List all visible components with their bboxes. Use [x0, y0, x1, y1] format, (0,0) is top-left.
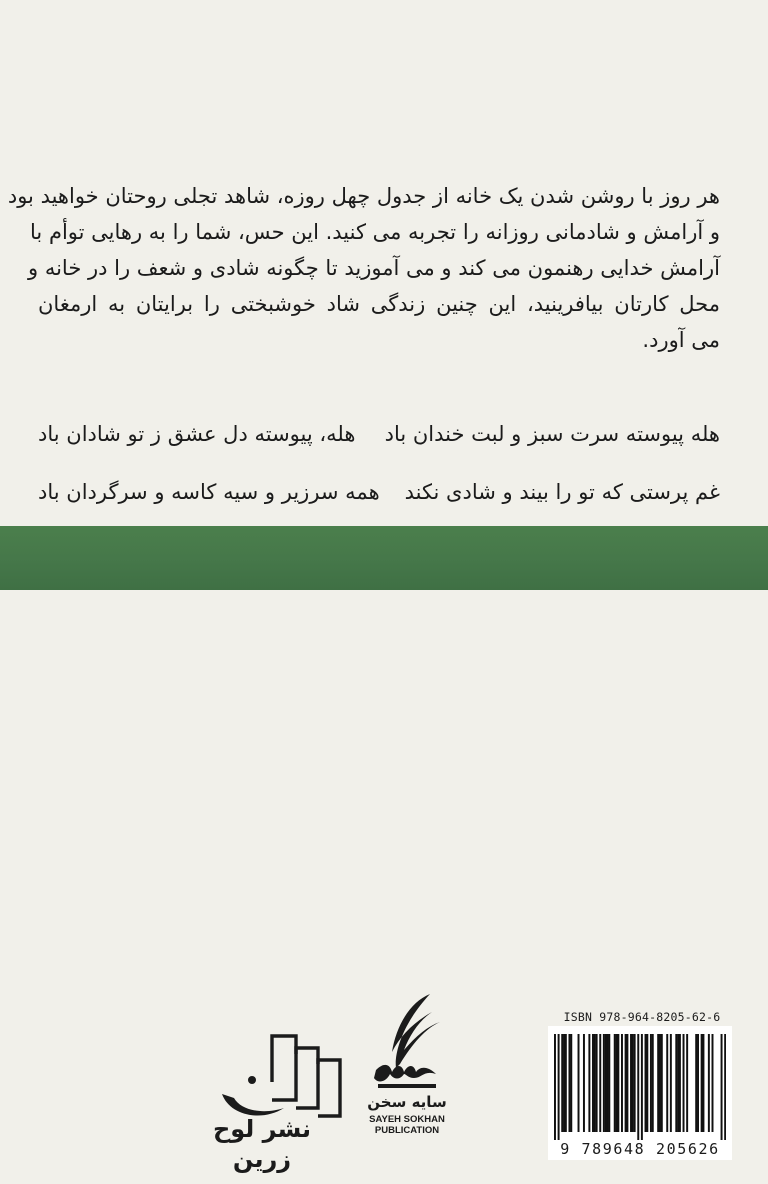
barcode-bar	[659, 1034, 661, 1132]
barcode-bar	[596, 1034, 598, 1132]
barcode-bar	[630, 1034, 632, 1132]
sayeh-sokhan-name-line: PUBLICATION	[374, 1125, 440, 1136]
barcode-bar	[637, 1034, 639, 1140]
publisher-logo-lohzarin	[212, 1020, 352, 1173]
barcode-bar	[570, 1034, 572, 1132]
intro-line: آرامش خدایی رهنمون می کند و می آموزید تا چگونه شادی و شعف را در خانه و	[28, 256, 720, 280]
barcode-bar	[632, 1034, 634, 1132]
stacked-frames-logo-icon	[212, 1020, 352, 1120]
barcode-bar	[614, 1034, 616, 1132]
poem-couplet	[38, 416, 720, 474]
barcode-bar	[695, 1034, 697, 1132]
barcode-bar	[563, 1034, 565, 1132]
barcode-bar	[594, 1034, 596, 1132]
barcode-bar	[666, 1034, 668, 1132]
barcode-bar	[554, 1034, 556, 1140]
green-decorative-band	[0, 526, 768, 590]
poem-couplet	[38, 474, 720, 532]
poem-hemistich-right: غم پرستی که تو را بیند و شادی نکند	[404, 480, 720, 504]
publisher-logo-sayeh-sokhan	[362, 992, 452, 1142]
barcode-bar	[561, 1034, 563, 1132]
barcode-digits: 9 789648 205626	[560, 1140, 720, 1158]
barcode-bar	[646, 1034, 648, 1132]
poem	[38, 416, 720, 532]
barcode-bar	[617, 1034, 619, 1132]
intro-paragraph	[7, 178, 720, 358]
sayeh-sokhan-persian-name: سایه سخن	[367, 1093, 447, 1111]
barcode-bar	[661, 1034, 663, 1132]
poem-hemistich-left: هله، پیوسته دل عشق ز تو شادان باد	[38, 422, 356, 446]
barcode-bar	[702, 1034, 704, 1132]
intro-line: هر روز با روشن شدن یک خانه از جدول چهل روزه، شاهد تجلی روحتان خواهید بود	[7, 184, 720, 208]
barcode-bar	[645, 1034, 647, 1132]
barcode-bar	[626, 1034, 628, 1132]
intro-line: و آرامش و شادمانی روزانه را تجربه می کنید. این حس، شما را به رهایی توأم با	[30, 220, 720, 244]
barcode-bar	[724, 1034, 726, 1140]
barcode-bar	[599, 1034, 601, 1132]
barcode-bar	[675, 1034, 677, 1132]
barcode-bar	[583, 1034, 585, 1132]
barcode-bar	[565, 1034, 567, 1132]
barcode-bar	[588, 1034, 590, 1132]
barcode-bar	[616, 1034, 618, 1132]
barcode-bar	[697, 1034, 699, 1132]
barcode-bar	[712, 1034, 714, 1132]
barcode-bars	[554, 1034, 726, 1140]
barcode-bar	[670, 1034, 672, 1132]
quill-feather-logo-icon	[370, 992, 444, 1092]
intro-line: می آورد.	[642, 328, 720, 352]
barcode-bar	[603, 1034, 605, 1132]
lohzarin-wordmark: نشر لوح زرین	[212, 1115, 312, 1173]
sayeh-sokhan-english-name	[362, 1114, 452, 1136]
barcode-bar	[558, 1034, 560, 1140]
barcode-bar	[701, 1034, 703, 1132]
barcode-bar	[605, 1034, 607, 1132]
barcode-bar	[677, 1034, 679, 1132]
barcode-bar	[641, 1034, 643, 1140]
barcode-bar	[657, 1034, 659, 1132]
barcode-bar	[650, 1034, 652, 1132]
barcode-bar	[607, 1034, 609, 1132]
barcode-bar	[652, 1034, 654, 1132]
barcode-bar	[683, 1034, 685, 1132]
barcode-bar	[721, 1034, 723, 1140]
barcode-bar	[679, 1034, 681, 1132]
barcode-bar	[621, 1034, 623, 1132]
barcode-bar	[686, 1034, 688, 1132]
barcode-bar	[568, 1034, 570, 1132]
barcode-bar	[634, 1034, 636, 1132]
isbn-label: ISBN 978-964-8205-62-6	[563, 1010, 721, 1024]
barcode-bar	[608, 1034, 610, 1132]
barcode-bar	[708, 1034, 710, 1132]
barcode	[548, 1026, 732, 1160]
barcode-bar	[578, 1034, 580, 1132]
poem-hemistich-right: هله پیوسته سرت سبز و لبت خندان باد	[384, 422, 720, 446]
sayeh-sokhan-name-line: SAYEH SOKHAN	[369, 1114, 445, 1125]
barcode-bar	[592, 1034, 594, 1132]
barcode-bar	[625, 1034, 627, 1132]
poem-hemistich-left: همه سرزیر و سیه کاسه و سرگردان باد	[38, 480, 380, 504]
intro-line: محل کارتان بیافرینید، این چنین زندگی شاد خوشبختی را برایتان به ارمغان	[38, 292, 720, 316]
